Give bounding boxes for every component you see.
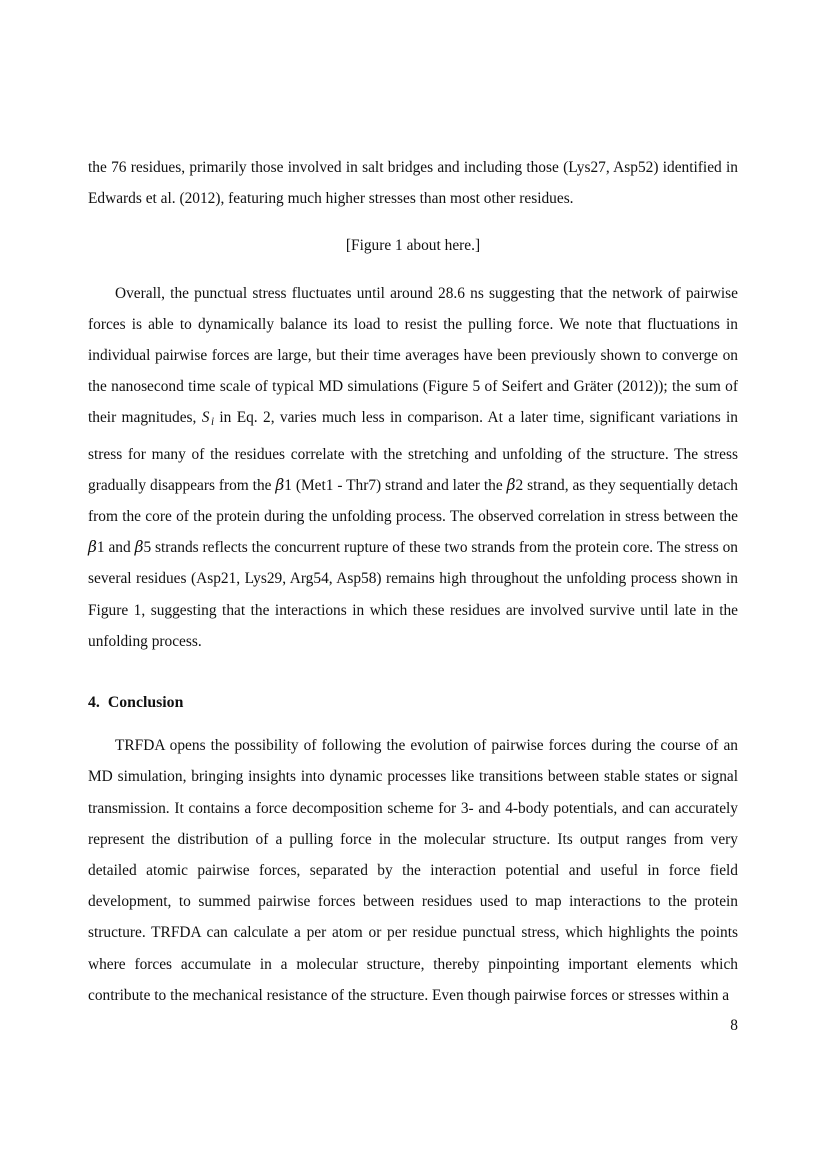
greek-beta-symbol: β <box>275 475 285 494</box>
text-segment: 2 strand, as they sequentially detach from the core of the protein during the unfolding process. The observed correlation in stress between the <box>88 476 738 525</box>
greek-beta-symbol: β <box>134 538 144 557</box>
paragraph-overall-punctual-stress <box>88 278 738 657</box>
paragraph-continuation: the 76 residues, primarily those involved in salt bridges and including those (Lys27, Asp52) identified in Edwards et al. (2012), featuring much higher stresses than most other residues. <box>88 159 738 208</box>
text-segment: Overall, the punctual stress fluctuates until around 28.6 ns suggesting that the network of pairwise forces is able to dynamically balance its load to resist the pulling force. We note that fluctuations in individual pairwise forces are large, but their time averages have been previously shown to converge on the nanosecond time scale of typical MD simulations (Figure 5 of Seifert and Gräter (2012)); the sum of their magnitudes, <box>88 284 738 427</box>
math-symbol-S: S <box>201 409 210 427</box>
greek-beta-symbol: β <box>506 475 516 494</box>
text-segment: in Eq. 2, varies much less in comparison. At a later time, significant variations in stress for many of the residues correlate with the stretching and unfolding of the structure. The stress gradually disappears from the <box>88 409 739 494</box>
section-number: 4. <box>88 693 100 711</box>
text-segment: 1 and <box>96 539 135 557</box>
section-heading-conclusion <box>88 657 738 730</box>
paragraph-conclusion-body: TRFDA opens the possibility of following the evolution of pairwise forces during the course of an MD simulation, bringing insights into dynamic processes like transitions between stable states or signal transmission. It contains a force decomposition scheme for 3- and 4-body potentials, and can accurately represent the distribution of a pulling force in the molecular structure. Its output ranges from very detailed atomic pairwise forces, separated by the interaction potential and useful in force field development, to summed pairwise forces between residues used to map interactions to the protein structure. TRFDA can calculate a per atom or per residue punctual stress, which highlights the points where forces accumulate in a molecular structure, thereby pinpointing important elements which contribute to the mechanical resistance of the structure. Even though pairwise forces or stresses within a <box>88 737 738 1004</box>
greek-beta-symbol: β <box>88 538 97 557</box>
page-text-column <box>88 152 738 1011</box>
figure-placement-callout: [Figure 1 about here.] <box>345 237 481 255</box>
text-segment: 1 (Met1 - Thr7) strand and later the <box>284 476 507 494</box>
page-number: 8 <box>730 1017 738 1034</box>
math-subscript-i: i <box>210 416 215 429</box>
section-title: Conclusion <box>107 693 184 711</box>
text-segment: 5 strands reflects the concurrent rupture of these two strands from the protein core. The stress on several residues (Asp21, Lys29, Arg54, Asp58) remains high throughout the unfolding process shown in Figure 1, suggesting that the interactions in which these residues are involved survive until late in the unfolding process. <box>88 539 738 650</box>
